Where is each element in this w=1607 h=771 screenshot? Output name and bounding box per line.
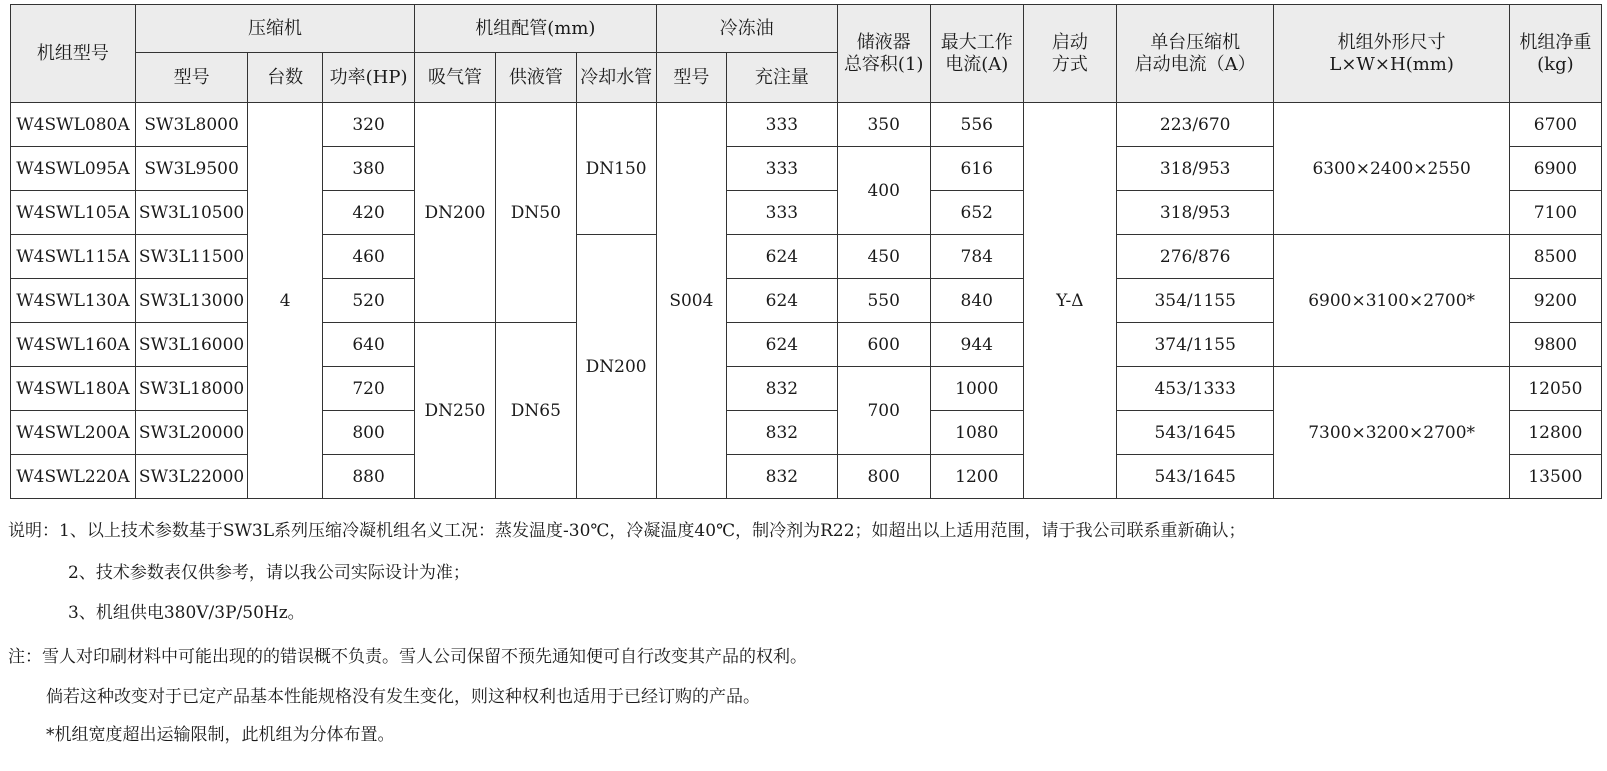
- header-comp-type: 型号: [135, 53, 248, 103]
- cell-charge: 832: [727, 411, 837, 455]
- cell-power: 320: [323, 103, 415, 147]
- cell-max-current: 556: [930, 103, 1023, 147]
- cell-weight: 8500: [1509, 235, 1601, 279]
- cell-comp: SW3L16000: [135, 323, 248, 367]
- cell-liquid: DN65: [495, 323, 576, 499]
- note-line-3: 3、机组供电380V/3P/50Hz。: [68, 603, 305, 623]
- cell-power: 520: [323, 279, 415, 323]
- note-line-2: 2、技术参数表仅供参考，请以我公司实际设计为准；: [68, 563, 470, 583]
- table-row: [11, 103, 1602, 147]
- cell-charge: 624: [727, 323, 837, 367]
- cell-weight: 9200: [1509, 279, 1601, 323]
- spec-table: [10, 4, 1602, 499]
- cell-oil-type: S004: [656, 103, 727, 499]
- cell-charge: 333: [727, 147, 837, 191]
- cell-comp: SW3L10500: [135, 191, 248, 235]
- cell-start-current: 354/1155: [1116, 279, 1274, 323]
- cell-weight: 7100: [1509, 191, 1601, 235]
- header-weight: 机组净重 (kg): [1509, 5, 1601, 103]
- note-line-5: 倘若这种改变对于已定产品基本性能规格没有发生变化，则这种权利也适用于已经订购的产品。: [46, 687, 760, 707]
- cell-charge: 624: [727, 279, 837, 323]
- cell-receiver: 550: [837, 279, 930, 323]
- cell-power: 800: [323, 411, 415, 455]
- header-max-current: 最大工作 电流(A): [930, 5, 1023, 103]
- cell-dimensions: 7300×3200×2700*: [1274, 367, 1509, 499]
- cell-charge: 333: [727, 191, 837, 235]
- header-dimensions: 机组外形尺寸 L×W×H(mm): [1274, 5, 1509, 103]
- cell-power: 460: [323, 235, 415, 279]
- cell-model: W4SWL115A: [11, 235, 136, 279]
- header-oil-charge: 充注量: [727, 53, 837, 103]
- cell-model: W4SWL160A: [11, 323, 136, 367]
- cell-receiver: 700: [837, 367, 930, 455]
- header-start-current: 单台压缩机 启动电流（A）: [1116, 5, 1274, 103]
- note-line-6: *机组宽度超出运输限制，此机组为分体布置。: [46, 725, 395, 745]
- header-comp-power: 功率(HP): [323, 53, 415, 103]
- cell-max-current: 784: [930, 235, 1023, 279]
- cell-cooling: DN200: [576, 235, 656, 499]
- cell-start-current: 318/953: [1116, 191, 1274, 235]
- cell-comp: SW3L22000: [135, 455, 248, 499]
- cell-max-current: 1000: [930, 367, 1023, 411]
- cell-power: 420: [323, 191, 415, 235]
- cell-charge: 624: [727, 235, 837, 279]
- cell-comp: SW3L13000: [135, 279, 248, 323]
- cell-liquid: DN50: [495, 103, 576, 323]
- cell-receiver: 450: [837, 235, 930, 279]
- header-compressor: 压缩机: [135, 5, 414, 53]
- cell-start-current: 276/876: [1116, 235, 1274, 279]
- cell-comp: SW3L9500: [135, 147, 248, 191]
- cell-comp: SW3L11500: [135, 235, 248, 279]
- header-oil-type: 型号: [656, 53, 727, 103]
- cell-power: 380: [323, 147, 415, 191]
- cell-model: W4SWL180A: [11, 367, 136, 411]
- cell-charge: 832: [727, 455, 837, 499]
- cell-comp: SW3L18000: [135, 367, 248, 411]
- cell-model: W4SWL200A: [11, 411, 136, 455]
- cell-max-current: 944: [930, 323, 1023, 367]
- cell-dimensions: 6900×3100×2700*: [1274, 235, 1509, 367]
- cell-start-current: 223/670: [1116, 103, 1274, 147]
- cell-cooling: DN150: [576, 103, 656, 235]
- cell-weight: 13500: [1509, 455, 1601, 499]
- cell-dimensions: 6300×2400×2550: [1274, 103, 1509, 235]
- header-liquid: 供液管: [495, 53, 576, 103]
- cell-start-current: 543/1645: [1116, 455, 1274, 499]
- cell-suction: DN250: [415, 323, 496, 499]
- cell-receiver: 400: [837, 147, 930, 235]
- cell-power: 640: [323, 323, 415, 367]
- cell-receiver: 600: [837, 323, 930, 367]
- cell-max-current: 1200: [930, 455, 1023, 499]
- cell-comp: SW3L20000: [135, 411, 248, 455]
- header-model: 机组型号: [11, 5, 136, 103]
- cell-charge: 333: [727, 103, 837, 147]
- note-line-1: 说明：1、以上技术参数基于SW3L系列压缩冷凝机组名义工况：蒸发温度-30℃，冷凝温度40℃，制冷剂为R22；如超出以上适用范围，请于我公司联系重新确认；: [8, 521, 1246, 541]
- cell-model: W4SWL080A: [11, 103, 136, 147]
- cell-receiver: 800: [837, 455, 930, 499]
- cell-weight: 12800: [1509, 411, 1601, 455]
- header-comp-count: 台数: [248, 53, 323, 103]
- cell-max-current: 652: [930, 191, 1023, 235]
- cell-model: W4SWL220A: [11, 455, 136, 499]
- note-line-4: 注：雪人对印刷材料中可能出现的的错误概不负责。雪人公司保留不预先通知便可自行改变其产品的权利。: [8, 647, 807, 667]
- header-cooling: 冷却水管: [576, 53, 656, 103]
- cell-model: W4SWL130A: [11, 279, 136, 323]
- cell-weight: 6700: [1509, 103, 1601, 147]
- cell-start-current: 543/1645: [1116, 411, 1274, 455]
- cell-weight: 9800: [1509, 323, 1601, 367]
- cell-charge: 832: [727, 367, 837, 411]
- cell-suction: DN200: [415, 103, 496, 323]
- cell-max-current: 1080: [930, 411, 1023, 455]
- cell-power: 720: [323, 367, 415, 411]
- header-start-mode: 启动 方式: [1023, 5, 1116, 103]
- cell-weight: 12050: [1509, 367, 1601, 411]
- cell-start-current: 374/1155: [1116, 323, 1274, 367]
- header-receiver: 储液器 总容积(1): [837, 5, 930, 103]
- cell-model: W4SWL095A: [11, 147, 136, 191]
- header-oil: 冷冻油: [656, 5, 837, 53]
- cell-max-current: 840: [930, 279, 1023, 323]
- cell-power: 880: [323, 455, 415, 499]
- cell-start-current: 453/1333: [1116, 367, 1274, 411]
- cell-weight: 6900: [1509, 147, 1601, 191]
- cell-model: W4SWL105A: [11, 191, 136, 235]
- header-suction: 吸气管: [415, 53, 496, 103]
- cell-count: 4: [248, 103, 323, 499]
- cell-start-mode: Y-Δ: [1023, 103, 1116, 499]
- cell-receiver: 350: [837, 103, 930, 147]
- cell-max-current: 616: [930, 147, 1023, 191]
- header-piping: 机组配管(mm): [415, 5, 656, 53]
- cell-start-current: 318/953: [1116, 147, 1274, 191]
- cell-comp: SW3L8000: [135, 103, 248, 147]
